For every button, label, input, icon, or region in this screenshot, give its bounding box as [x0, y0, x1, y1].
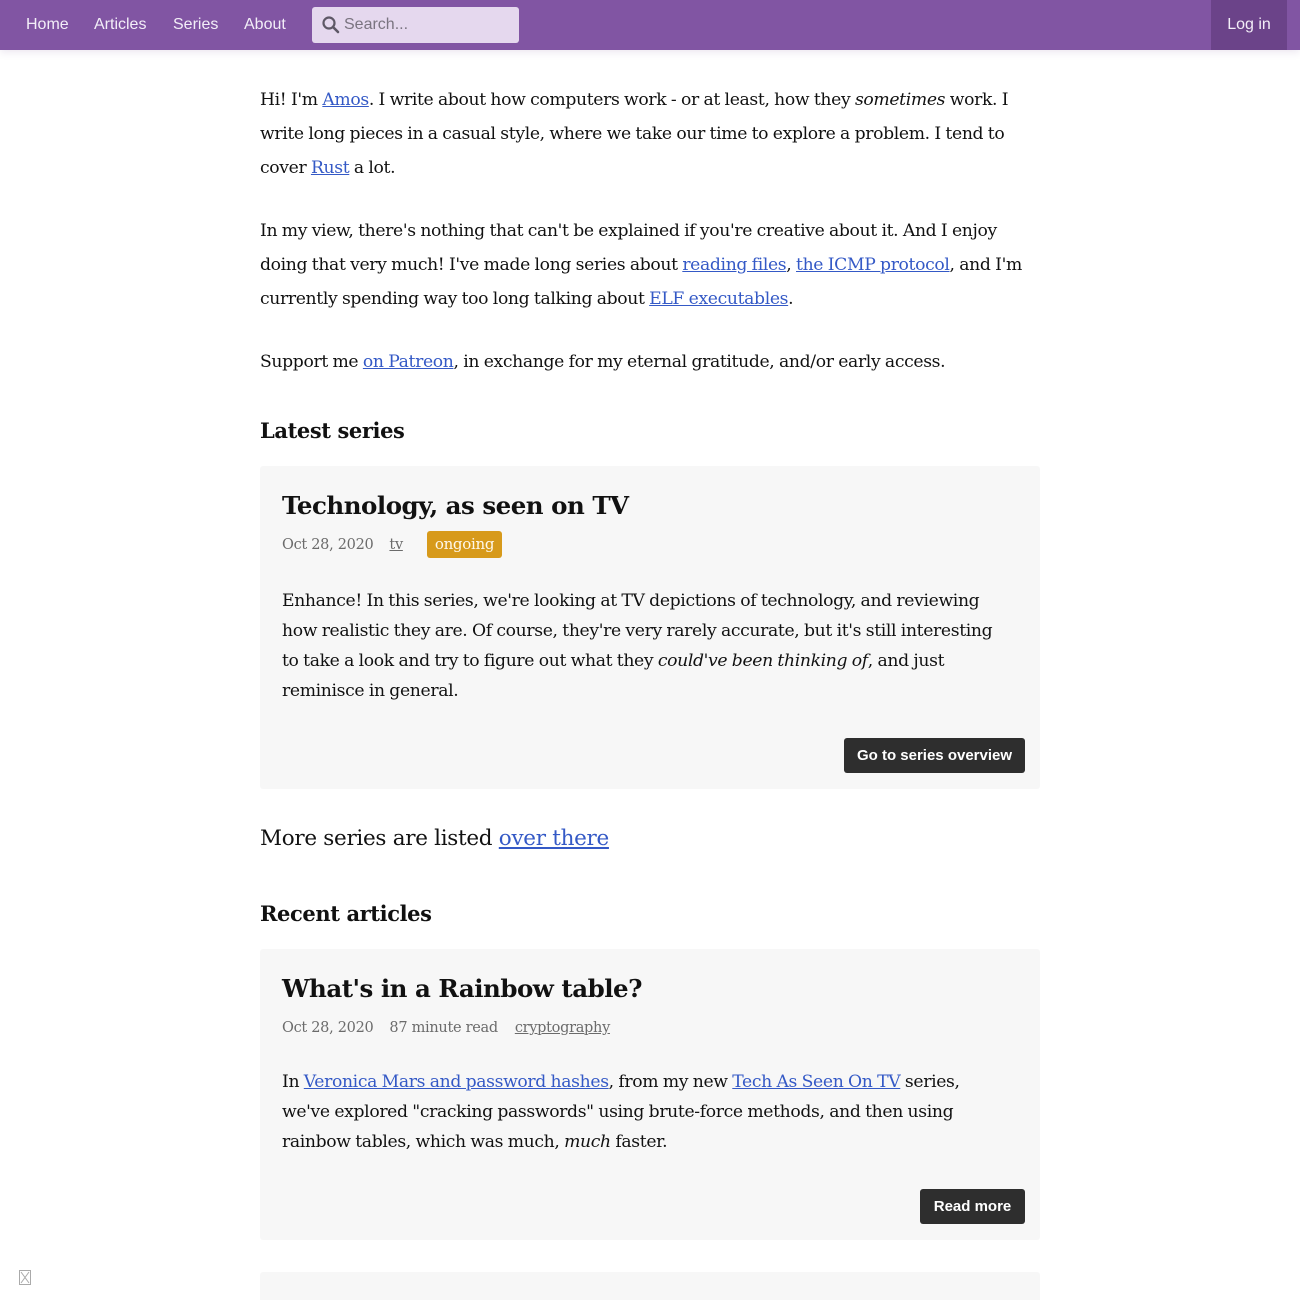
text: , — [786, 255, 797, 275]
article-meta — [282, 1016, 610, 1040]
elf-executables-link[interactable]: ELF executables — [649, 289, 789, 309]
more-series-text — [260, 826, 609, 851]
emphasis: could've been thinking of — [657, 651, 868, 671]
nav-about-link[interactable]: About — [244, 16, 286, 33]
icmp-protocol-link[interactable]: the ICMP protocol — [796, 255, 950, 275]
text: work. I write long pieces in a casual style, where we take our time to explore a problem. I tend to cover — [260, 90, 1009, 178]
article-card-next — [260, 1272, 1040, 1300]
veronica-mars-link[interactable]: Veronica Mars and password hashes — [303, 1072, 609, 1092]
text: Support me — [260, 352, 363, 372]
text: In — [282, 1072, 304, 1092]
text: In my view, there's nothing that can't be explained if you're creative about it. And I enjoy doing that very much! I've made long series about — [260, 221, 997, 275]
text: , and I'm currently spending way too long talking about — [260, 255, 1022, 309]
article-title[interactable]: What's in a Rainbow table? — [282, 974, 642, 1003]
text: . I write about how computers work - or at least, how they — [368, 90, 855, 110]
intro-paragraph-2 — [260, 214, 1040, 316]
nav-articles-link[interactable]: Articles — [94, 16, 147, 33]
series-title[interactable]: Technology, as seen on TV — [282, 491, 629, 520]
latest-series-heading: Latest series — [260, 418, 405, 443]
tag-cryptography-link[interactable]: cryptography — [514, 1020, 610, 1036]
series-meta — [282, 531, 502, 558]
series-description — [282, 586, 1002, 706]
tag-tv-link[interactable]: tv — [389, 536, 403, 553]
text: . — [788, 289, 794, 309]
search-input[interactable] — [344, 7, 514, 43]
text: , and just reminisce in general. — [282, 651, 945, 701]
status-badge: ongoing — [427, 531, 502, 558]
text: Enhance! In this series, we're looking at TV depictions of technology, and reviewing how realistic they are. Of course, they're very rarely accurate, but it's still interesting to take a look and try to figure out what they — [282, 591, 993, 671]
reading-files-link[interactable]: reading files — [682, 255, 787, 275]
article-card — [260, 949, 1040, 1240]
series-card — [260, 466, 1040, 789]
go-to-series-overview-button[interactable]: Go to series overview — [844, 738, 1025, 773]
text: , in exchange for my eternal gratitude, and/or early access. — [453, 352, 946, 372]
article-read-time: 87 minute read — [389, 1020, 498, 1036]
article-excerpt — [282, 1067, 1002, 1157]
search-box[interactable] — [312, 7, 519, 43]
login-button[interactable]: Log in — [1211, 0, 1287, 50]
text: Hi! I'm — [260, 90, 323, 110]
article-date: Oct 28, 2020 — [282, 1020, 374, 1036]
series-date: Oct 28, 2020 — [282, 536, 374, 553]
missing-glyph-icon — [19, 1270, 31, 1285]
patreon-link[interactable]: on Patreon — [362, 352, 454, 372]
intro-paragraph-1 — [260, 83, 1040, 185]
amos-link[interactable]: Amos — [322, 90, 369, 110]
intro-paragraph-3 — [260, 345, 1040, 379]
text: faster. — [610, 1132, 668, 1152]
read-more-button[interactable]: Read more — [920, 1189, 1025, 1224]
top-navbar — [0, 0, 1300, 50]
text: More series are listed — [260, 826, 499, 851]
rust-link[interactable]: Rust — [310, 158, 350, 178]
text: a lot. — [349, 158, 396, 178]
recent-articles-heading: Recent articles — [260, 901, 432, 926]
emphasis: much — [564, 1132, 611, 1152]
over-there-link[interactable]: over there — [498, 826, 609, 851]
text: series, we've explored "cracking passwords" using brute-force methods, and then using rainbow tables, which was much, — [282, 1072, 960, 1152]
tech-as-seen-on-tv-link[interactable]: Tech As Seen On TV — [732, 1072, 901, 1092]
search-icon — [321, 15, 341, 35]
emphasis: sometimes — [854, 90, 946, 110]
text: , from my new — [608, 1072, 733, 1092]
nav-home-link[interactable]: Home — [26, 16, 69, 33]
nav-series-link[interactable]: Series — [173, 16, 219, 33]
